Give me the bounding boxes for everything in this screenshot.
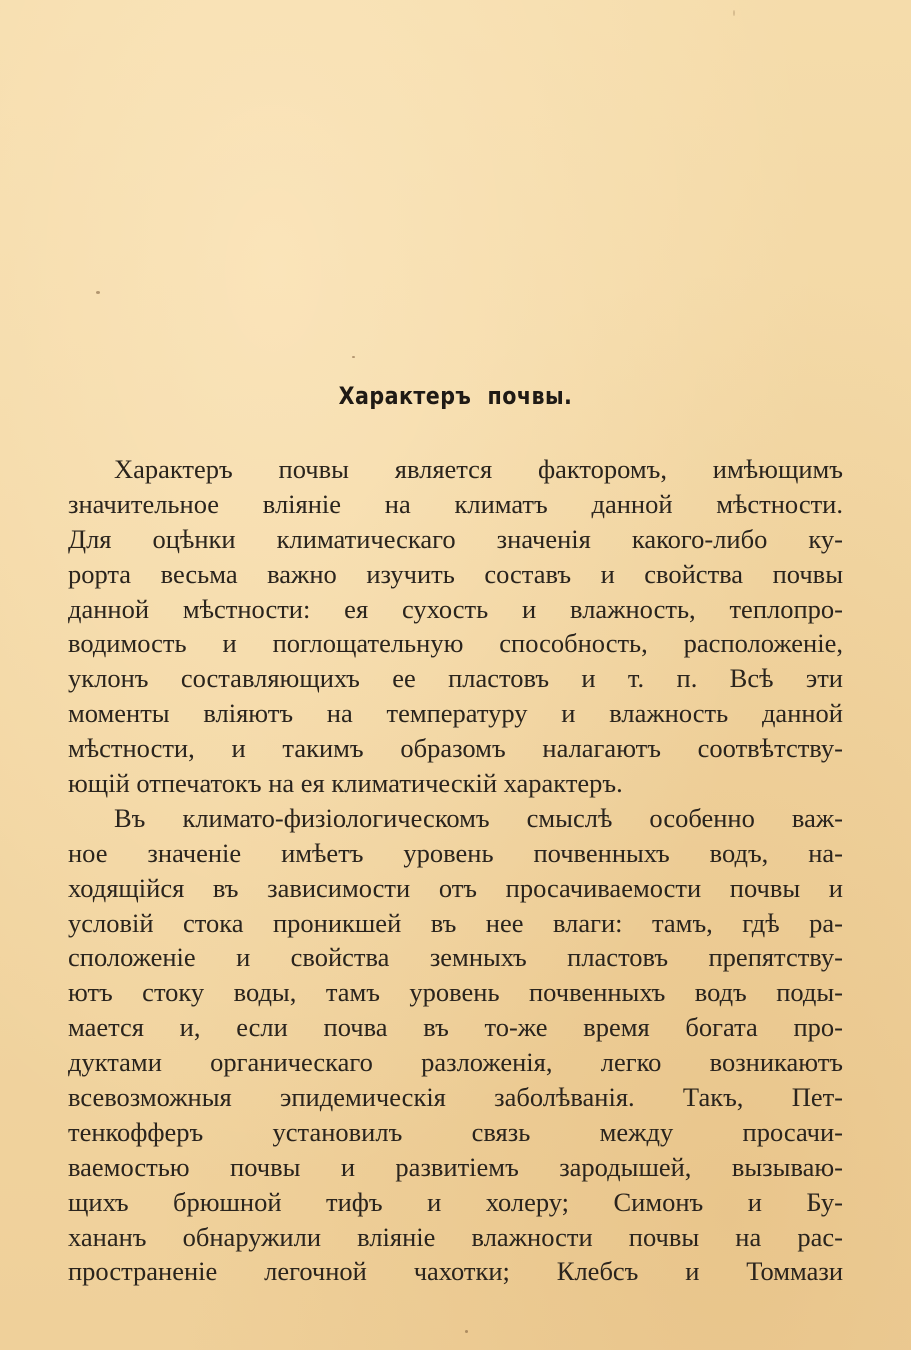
text-line: моменты вліяютъ на температуру и влажность данной — [68, 698, 843, 729]
text-line: условій стока проникшей въ нее влаги: тамъ, гдѣ ра- — [68, 907, 843, 938]
text-line: ющій отпечатокъ на ея климатическій характеръ. — [68, 768, 623, 799]
text-line: данной мѣстности: ея сухость и влажность, теплопро- — [68, 593, 843, 624]
text-line: Въ климато-физіологическомъ смыслѣ особенно важ- — [114, 802, 843, 833]
paper-speck — [465, 1330, 468, 1333]
text-line: тенкофферъ установилъ связь между просачи- — [68, 1116, 843, 1147]
section-heading: Характеръ почвы. — [338, 382, 573, 410]
text-line: ное значеніе имѣетъ уровень почвенныхъ водъ, на- — [68, 837, 843, 868]
text-line: рорта весьма важно изучить составъ и свойства почвы — [68, 558, 843, 589]
text-line: ютъ стоку воды, тамъ уровень почвенныхъ водъ поды- — [68, 977, 843, 1008]
paragraph — [68, 801, 843, 1289]
text-line: ходящійся въ зависимости отъ просачиваемости почвы и — [68, 872, 843, 903]
text-line: хананъ обнаружили вліяніе влажности почвы на рас- — [68, 1221, 843, 1252]
paper-speck — [352, 356, 355, 358]
paper-speck — [96, 291, 100, 294]
text-line: дуктами органическаго разложенія, легко возникаютъ — [68, 1047, 843, 1078]
text-line: Характеръ почвы является факторомъ, имѣющимъ — [114, 454, 843, 484]
text-line: уклонъ составляющихъ ее пластовъ и т. п. Всѣ эти — [68, 663, 843, 694]
text-line: пространеніе легочной чахотки; Клебсъ и Томмази — [68, 1256, 843, 1287]
text-line: мается и, если почва въ то-же время богата про- — [68, 1012, 843, 1043]
body-text — [68, 452, 843, 1289]
text-line: водимость и поглощательную способность, расположеніе, — [68, 628, 843, 659]
text-line: Для оцѣнки климатическаго значенія какого-либо ку- — [68, 523, 843, 554]
paper-speck — [733, 10, 735, 16]
text-line: значительное вліяніе на климатъ данной мѣстности. — [68, 488, 843, 519]
text-line: ваемостью почвы и развитіемъ зародышей, вызываю- — [68, 1151, 843, 1182]
text-line: щихъ брюшной тифъ и холеру; Симонъ и Бу- — [68, 1186, 843, 1217]
text-line: мѣстности, и такимъ образомъ налагаютъ соотвѣтству- — [68, 733, 843, 764]
paragraph — [68, 452, 843, 801]
text-line: всевозможныя эпидемическія заболѣванія. Такъ, Пет- — [68, 1082, 843, 1113]
text-line: сположеніе и свойства земныхъ пластовъ препятству- — [68, 942, 843, 973]
